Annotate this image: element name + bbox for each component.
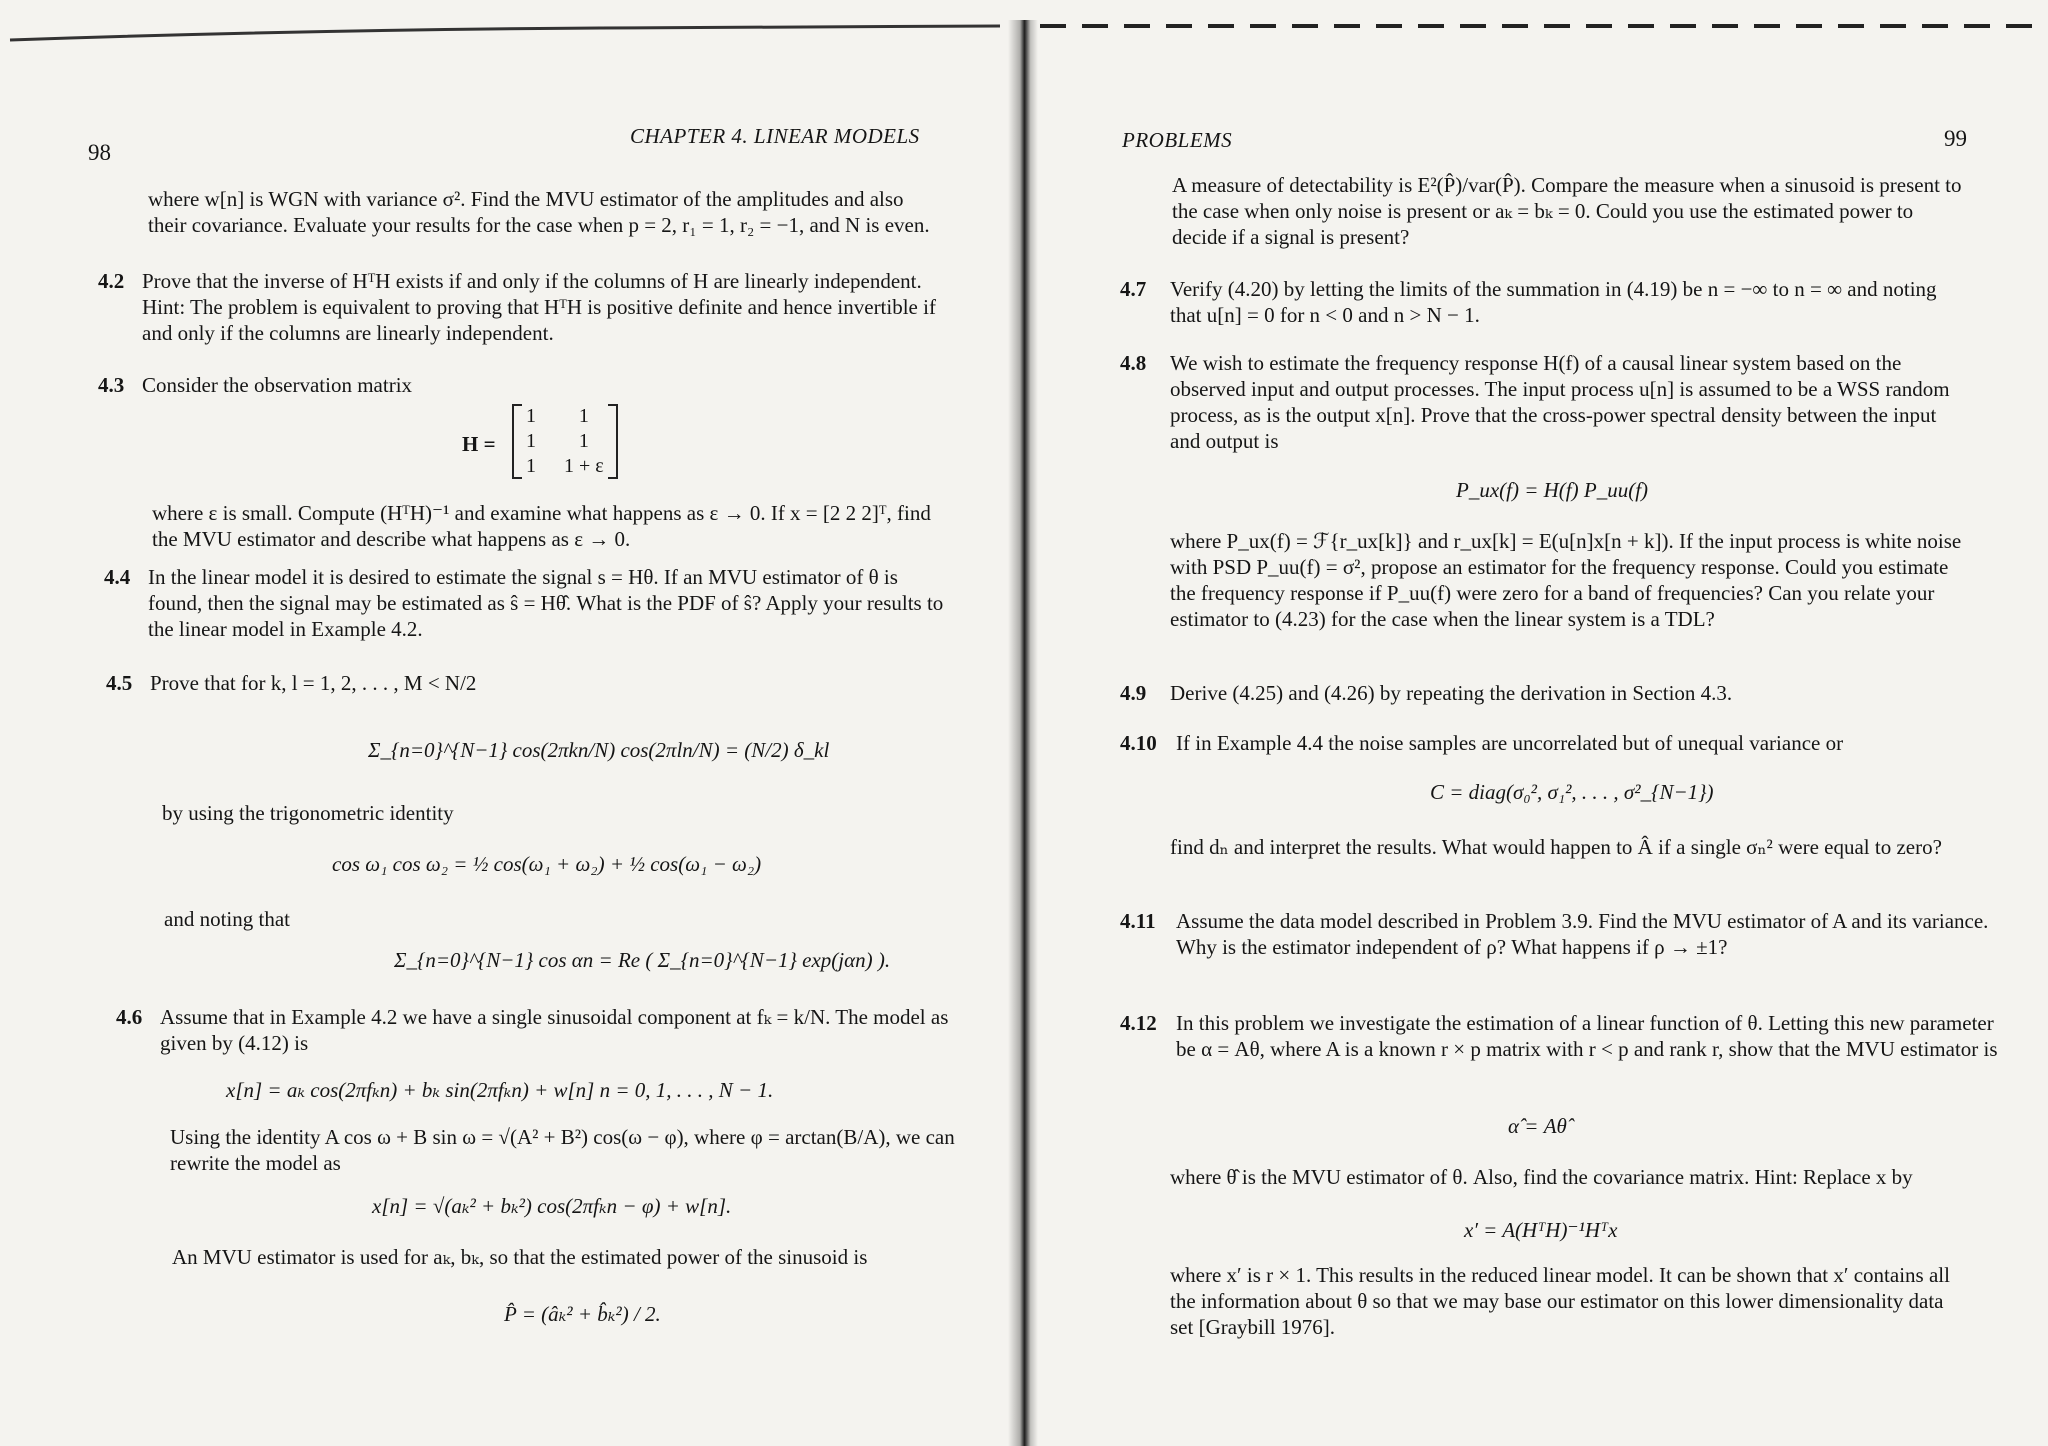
left-page bbox=[0, 0, 1000, 1446]
problem-number: 4.2 bbox=[98, 269, 125, 293]
problem-text: Prove that for k, l = 1, 2, . . . , M < N/2 bbox=[150, 671, 477, 695]
problem-number: 4.10 bbox=[1120, 731, 1157, 755]
problem-text: Assume the data model described in Problem 3.9. Find the MVU estimator of A and its variance. Why is the estimator independent of ρ? What happens if ρ → ±1? bbox=[1176, 909, 1989, 959]
problem-number: 4.3 bbox=[98, 373, 125, 397]
observation-matrix bbox=[512, 404, 618, 479]
equation-reduced-data: x′ = A(HᵀH)⁻¹Hᵀx bbox=[1464, 1218, 1618, 1242]
matrix-cell: 1 bbox=[578, 405, 589, 427]
equation-trig-identity: cos ω₁ cos ω₂ = ½ cos(ω₁ + ω₂) + ½ cos(ω₁ − ω₂) bbox=[332, 852, 762, 876]
problem-text: Derive (4.25) and (4.26) by repeating the derivation in Section 4.3. bbox=[1170, 681, 1733, 705]
equation-estimated-power: P̂ = (âₖ² + b̂ₖ²) / 2. bbox=[504, 1302, 661, 1326]
page-number-left: 98 bbox=[88, 140, 111, 165]
right-page bbox=[1048, 0, 2048, 1446]
matrix-cell: 1 + ε bbox=[564, 455, 604, 477]
matrix-cell: 1 bbox=[526, 405, 536, 427]
equation-4-12: α̂ = Aθ̂ bbox=[1508, 1114, 1567, 1138]
problem-text: Prove that the inverse of HᵀH exists if and only if the columns of H are linearly independent. Hint: The problem is equivalent to proving that HᵀH is positive definite and hence invertible if and only if the columns are linearly independent. bbox=[142, 269, 936, 345]
equation-cos-sum: Σ_{n=0}^{N−1} cos αn = Re ( Σ_{n=0}^{N−1} exp(jαn) ). bbox=[394, 948, 891, 972]
problem-number: 4.7 bbox=[1120, 277, 1147, 301]
power-paragraph: An MVU estimator is used for aₖ, bₖ, so that the estimated power of the sinusoid is bbox=[172, 1245, 868, 1269]
problem-4-11 bbox=[1120, 908, 2000, 960]
chapter-header: CHAPTER 4. LINEAR MODELS bbox=[630, 124, 920, 148]
equation-4-10: C = diag(σ₀², σ₁², . . . , σ²_{N−1}) bbox=[1430, 780, 1714, 804]
problem-4-7 bbox=[1120, 276, 1970, 328]
final-paragraph: where x′ is r × 1. This results in the reduced linear model. It can be shown that x′ contains all the information about θ so that we may base our estimator on this lower dimensionality data set [Graybill 1976]. bbox=[1170, 1263, 1950, 1339]
intro-paragraph: where w[n] is WGN with variance σ². Find the MVU estimator of the amplitudes and also their covariance. Evaluate your results for the case when p = 2, r₁ = 1, r₂ = −1, and N is even. bbox=[148, 187, 930, 237]
problem-4-2 bbox=[98, 268, 938, 346]
trig-identity-intro: by using the trigonometric identity bbox=[162, 801, 454, 825]
problem-4-10 bbox=[1120, 730, 2000, 756]
problem-text: Verify (4.20) by letting the limits of the summation in (4.19) be n = −∞ to n = ∞ and noting that u[n] = 0 for n < 0 and n > N − 1. bbox=[1170, 277, 1937, 327]
matrix-cell: 1 bbox=[526, 455, 536, 477]
equation-rewritten-model: x[n] = √(aₖ² + bₖ²) cos(2πfₖn − φ) + w[n]. bbox=[372, 1194, 732, 1218]
problem-4-10-followup: find dₙ and interpret the results. What would happen to Â if a single σₙ² were equal to zero? bbox=[1170, 835, 1942, 859]
problem-text: If in Example 4.4 the noise samples are uncorrelated but of unequal variance or bbox=[1176, 731, 1844, 755]
problem-4-5 bbox=[106, 670, 946, 696]
problem-4-8-followup: where P_ux(f) = ℱ{r_ux[k]} and r_ux[k] = E(u[n]x[n + k]). If the input process is white noise with PSD P_uu(f) = σ², propose an estimator for the frequency response. Could you estimate the frequency response if P_uu(f) were zero for a band of frequencies? Can you relate your estimator to (4.23) for the case when the linear system is a TDL? bbox=[1170, 529, 1962, 631]
matrix-cell: 1 bbox=[526, 430, 536, 452]
problem-number: 4.6 bbox=[116, 1005, 143, 1029]
matrix-bracket-right bbox=[608, 404, 618, 479]
problem-4-9 bbox=[1120, 680, 1970, 706]
problem-number: 4.5 bbox=[106, 671, 133, 695]
problem-4-4 bbox=[104, 564, 954, 642]
noting-text: and noting that bbox=[164, 907, 290, 931]
equation-4-5: Σ_{n=0}^{N−1} cos(2πkn/N) cos(2πln/N) = (N/2) δ_kl bbox=[368, 738, 830, 762]
problem-number: 4.11 bbox=[1120, 909, 1156, 933]
problem-4-12-followup: where θ̂ is the MVU estimator of θ. Also, find the covariance matrix. Hint: Replace x by bbox=[1170, 1165, 1913, 1189]
equation-4-8: P_ux(f) = H(f) P_uu(f) bbox=[1456, 478, 1649, 502]
problem-text: In this problem we investigate the estimation of a linear function of θ. Letting this new parameter be α = Aθ, where A is a known r × p matrix with r < p and rank r, show that the MVU estimator is bbox=[1176, 1011, 1998, 1061]
problem-4-12 bbox=[1120, 1010, 2000, 1062]
problem-4-3 bbox=[98, 372, 938, 398]
problem-number: 4.9 bbox=[1120, 681, 1147, 705]
page-number-right: 99 bbox=[1944, 126, 1967, 151]
matrix-bracket-left bbox=[512, 404, 522, 479]
problem-number: 4.4 bbox=[104, 565, 131, 589]
problem-4-6 bbox=[116, 1004, 966, 1056]
identity-paragraph: Using the identity A cos ω + B sin ω = √(A² + B²) cos(ω − φ), where φ = arctan(B/A), we can rewrite the model as bbox=[170, 1125, 955, 1175]
problem-4-8 bbox=[1120, 350, 1970, 454]
continued-paragraph: A measure of detectability is E²(P̂)/var(P̂). Compare the measure when a sinusoid is present to the case when only noise is present or aₖ = bₖ = 0. Could you use the estimated power to decide if a signal is present? bbox=[1172, 173, 1962, 249]
equation-sinusoid-model: x[n] = aₖ cos(2πfₖn) + bₖ sin(2πfₖn) + w[n] n = 0, 1, . . . , N − 1. bbox=[226, 1078, 774, 1102]
problem-text: We wish to estimate the frequency response H(f) of a causal linear system based on the observed input and output processes. The input process u[n] is assumed to be a WSS random process, as is the output x[n]. Prove that the cross-power spectral density between the input and output is bbox=[1170, 351, 1950, 453]
problems-header: PROBLEMS bbox=[1122, 128, 1233, 152]
problem-text: Consider the observation matrix bbox=[142, 373, 413, 397]
matrix-label: H = bbox=[462, 432, 496, 456]
matrix-cell: 1 bbox=[578, 430, 589, 452]
book-spine-shadow bbox=[1008, 20, 1038, 1446]
problem-text: Assume that in Example 4.2 we have a single sinusoidal component at fₖ = k/N. The model as given by (4.12) is bbox=[160, 1005, 949, 1055]
problem-text: In the linear model it is desired to estimate the signal s = Hθ. If an MVU estimator of θ is found, then the signal may be estimated as ŝ = Hθ̂. What is the PDF of ŝ? Apply your results to the linear model in Example 4.2. bbox=[148, 565, 944, 641]
matrix-followup-text: where ε is small. Compute (HᵀH)⁻¹ and examine what happens as ε → 0. If x = [2 2 2]ᵀ, find the MVU estimator and describe what happens as ε → 0. bbox=[152, 501, 931, 551]
problem-number: 4.12 bbox=[1120, 1011, 1157, 1035]
problem-number: 4.8 bbox=[1120, 351, 1147, 375]
